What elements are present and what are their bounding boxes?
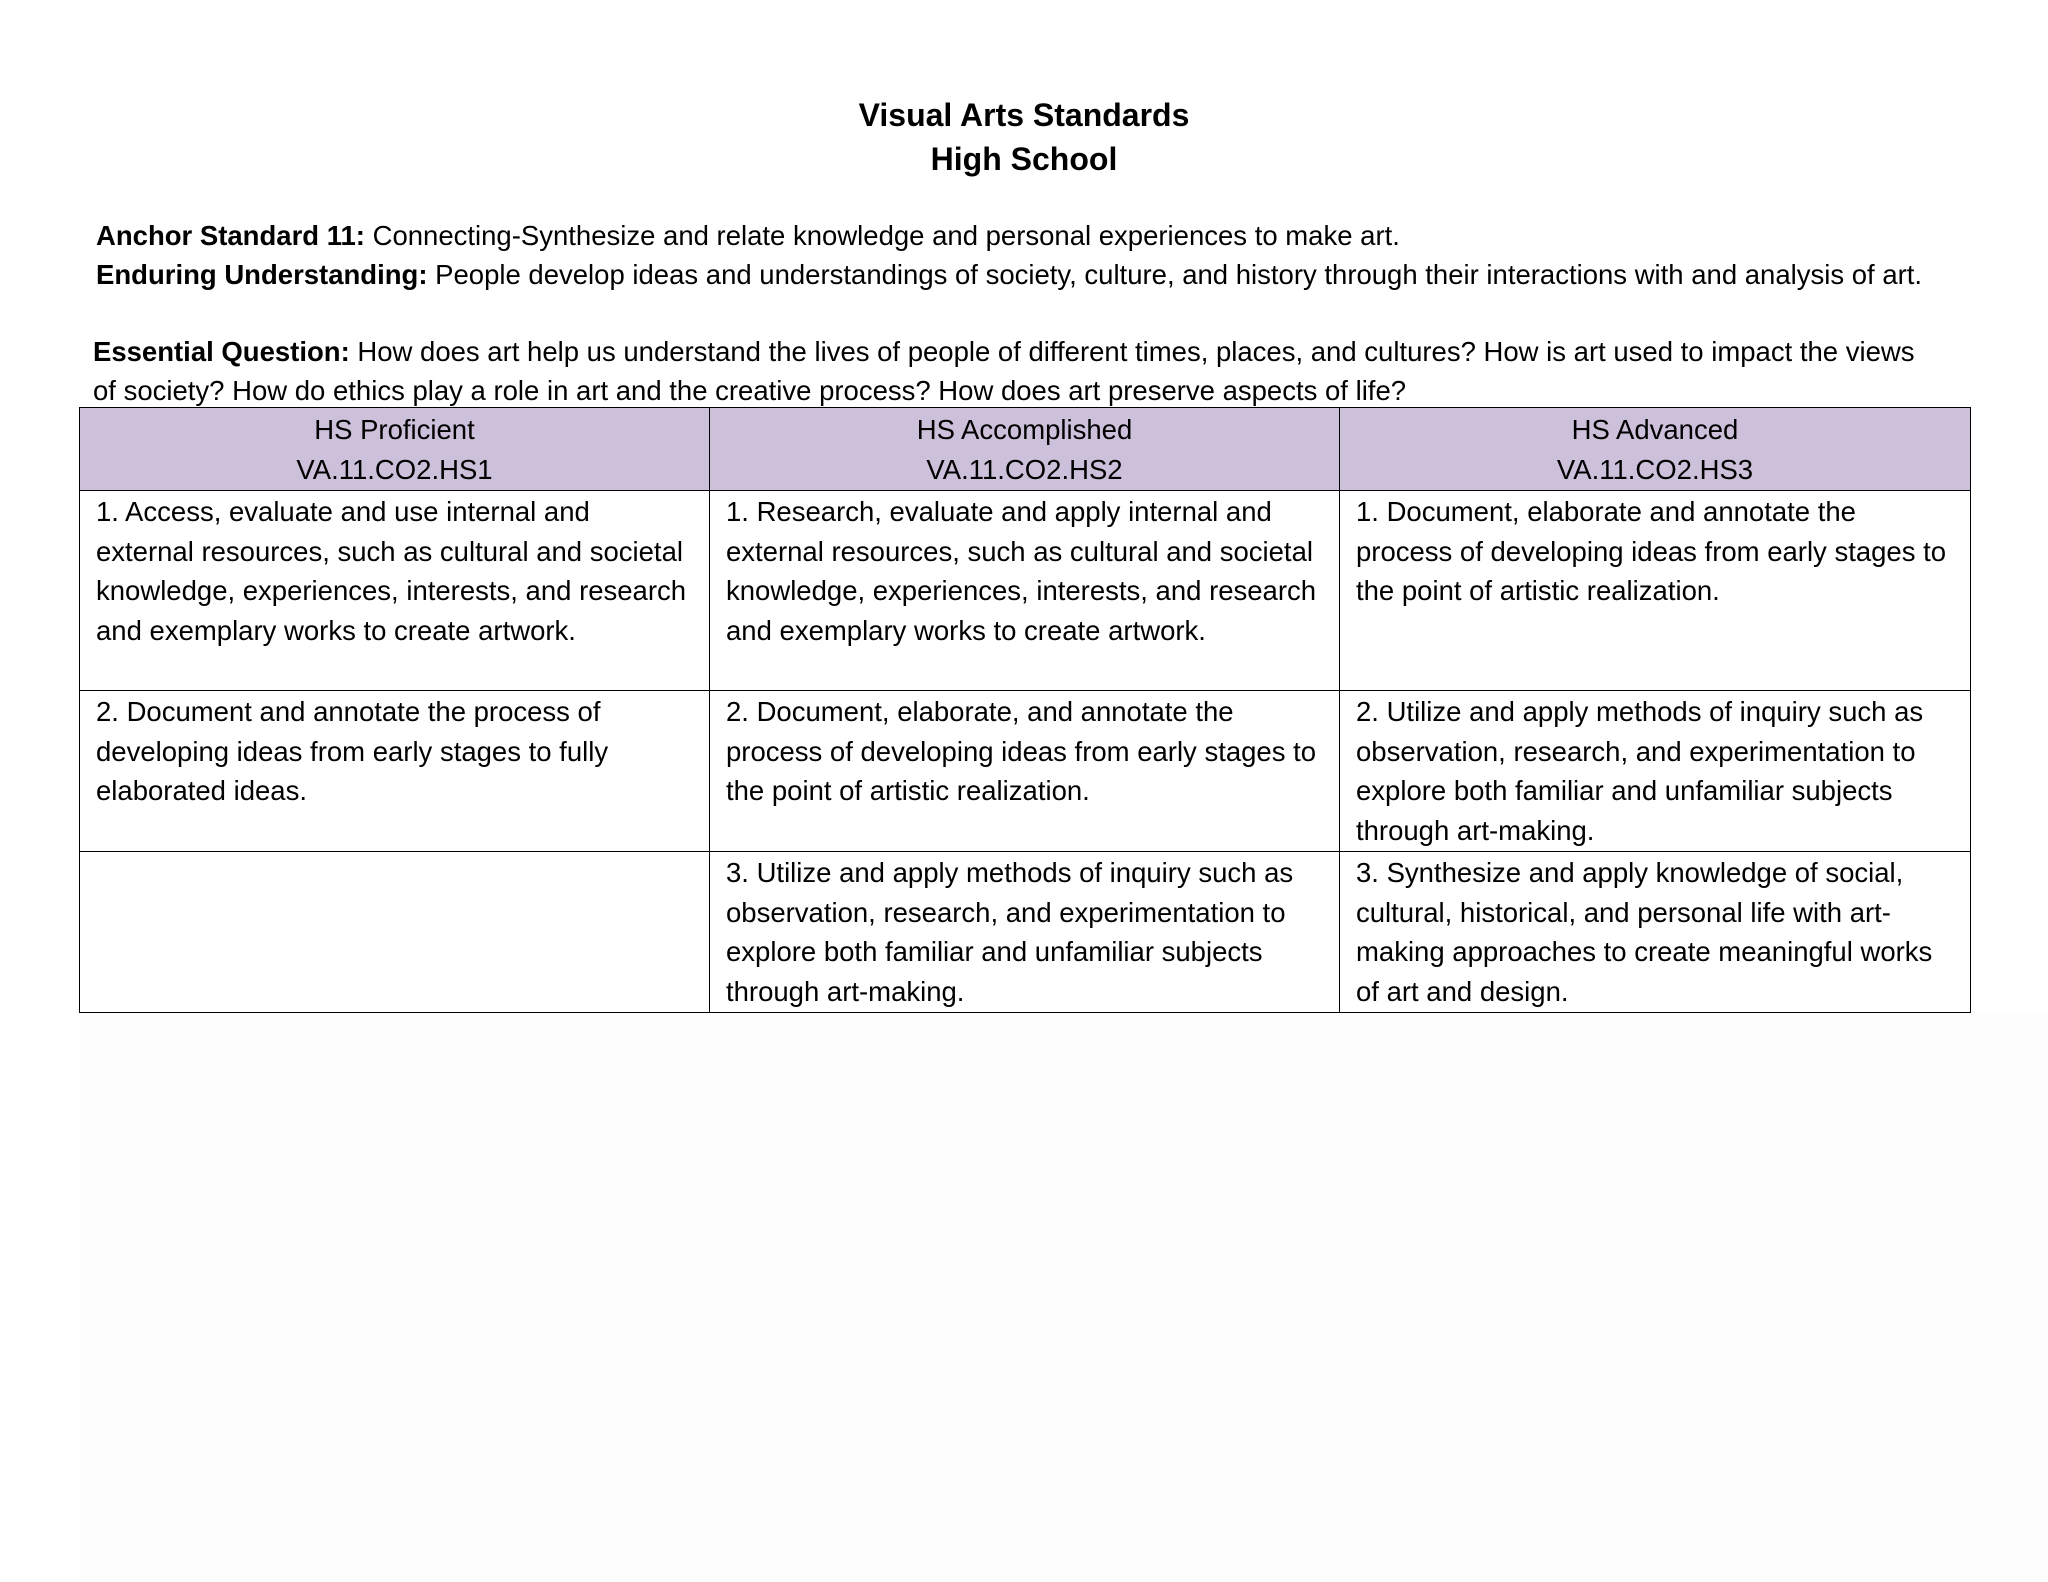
column-level: HS Proficient xyxy=(314,414,475,445)
column-level: HS Advanced xyxy=(1571,414,1739,445)
table-header-row xyxy=(80,408,1971,491)
table-row xyxy=(80,491,1971,691)
anchor-standard-text: Connecting-Synthesize and relate knowledge and personal experiences to make art. xyxy=(364,220,1400,251)
standards-table xyxy=(79,407,1971,1013)
table-cell: 2. Document, elaborate, and annotate the process of developing ideas from early stages to the point of artistic realization. xyxy=(710,691,1340,852)
table-row xyxy=(80,691,1971,852)
table-cell: 1. Access, evaluate and use internal and external resources, such as cultural and societal knowledge, experiences, interests, and research and exemplary works to create artwork. xyxy=(80,491,710,691)
essential-question xyxy=(93,333,1923,410)
column-header-accomplished xyxy=(710,408,1340,491)
enduring-understanding-label: Enduring Understanding: xyxy=(96,259,428,290)
table-row xyxy=(80,852,1971,1013)
enduring-understanding-text: People develop ideas and understandings of society, culture, and history through their interactions with and analysis of art. xyxy=(427,259,1923,290)
column-header-advanced xyxy=(1340,408,1971,491)
table-cell: 2. Document and annotate the process of developing ideas from early stages to fully elaborated ideas. xyxy=(80,691,710,852)
enduring-understanding xyxy=(96,256,1946,295)
column-header-proficient xyxy=(80,408,710,491)
anchor-standard xyxy=(96,217,1996,256)
column-code: VA.11.CO2.HS3 xyxy=(1556,453,1754,485)
column-level: HS Accomplished xyxy=(916,414,1133,445)
table-cell-empty xyxy=(80,852,710,1013)
essential-question-text: How does art help us understand the lives of people of different times, places, and cultures? How is art used to impact the views of society? How do ethics play a role in art and the creative process? How does art preserve aspects of life? xyxy=(93,336,1915,406)
table-cell: 1. Research, evaluate and apply internal and external resources, such as cultural and societal knowledge, experiences, interests, and research and exemplary works to create artwork. xyxy=(710,491,1340,691)
anchor-standard-label: Anchor Standard 11: xyxy=(96,220,365,251)
column-code: VA.11.CO2.HS1 xyxy=(296,453,493,485)
table-cell: 1. Document, elaborate and annotate the process of developing ideas from early stages to the point of artistic realization. xyxy=(1340,491,1971,691)
page-background-shade xyxy=(80,1012,2048,1582)
document-subtitle: High School xyxy=(930,141,1118,177)
essential-question-label: Essential Question: xyxy=(93,336,350,367)
table-cell: 3. Utilize and apply methods of inquiry such as observation, research, and experimentation to explore both familiar and unfamiliar subjects through art-making. xyxy=(710,852,1340,1013)
document-title: Visual Arts Standards xyxy=(858,97,1190,133)
table-cell: 2. Utilize and apply methods of inquiry such as observation, research, and experimentation to explore both familiar and unfamiliar subjects through art-making. xyxy=(1340,691,1971,852)
column-code: VA.11.CO2.HS2 xyxy=(926,453,1123,485)
table-cell: 3. Synthesize and apply knowledge of social, cultural, historical, and personal life with art-making approaches to create meaningful works of art and design. xyxy=(1340,852,1971,1013)
